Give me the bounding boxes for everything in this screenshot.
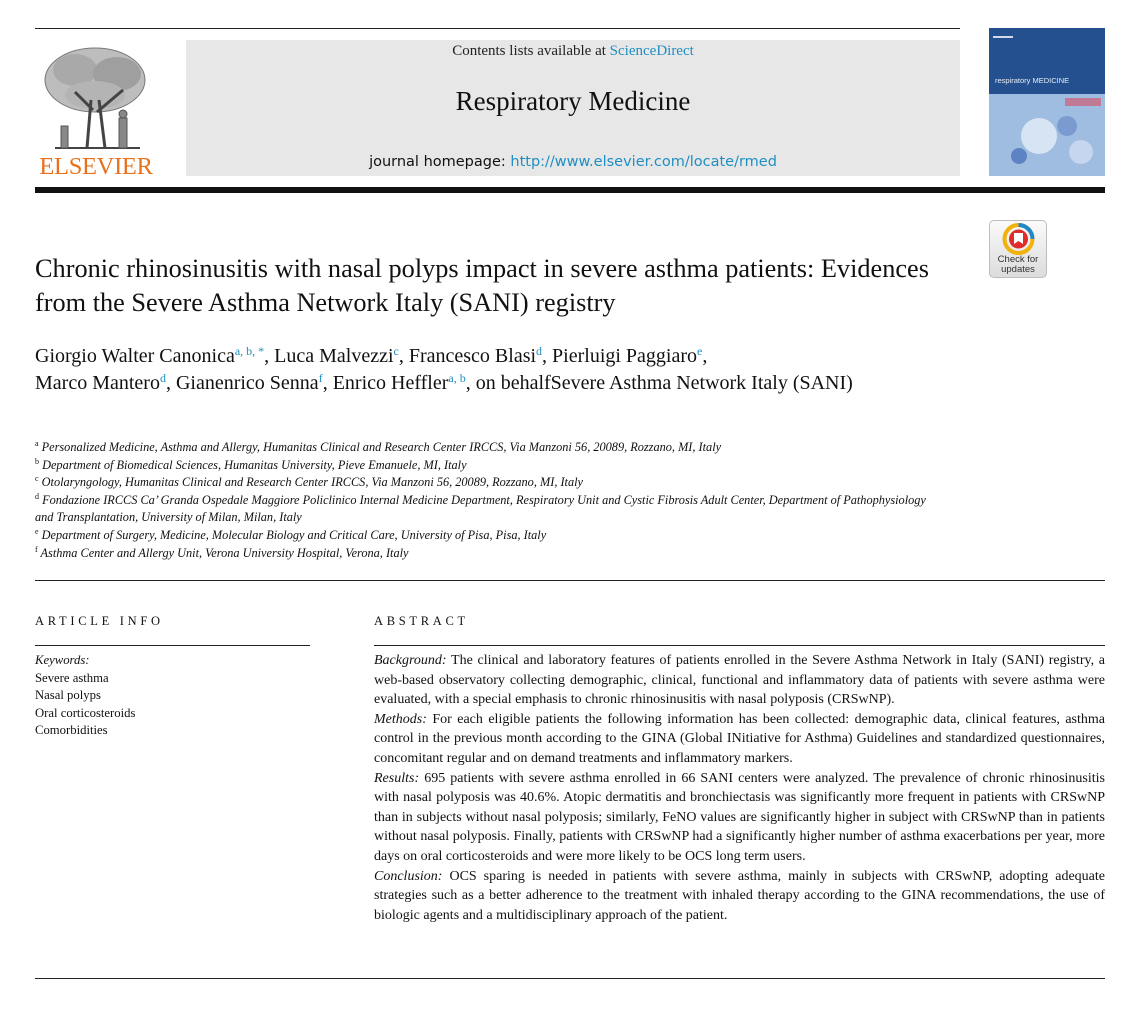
keyword: Severe asthma bbox=[35, 670, 109, 685]
author-affiliation-marker[interactable]: f bbox=[318, 371, 323, 385]
affiliation-text: Asthma Center and Allergy Unit, Verona University Hospital, Verona, Italy bbox=[40, 545, 409, 560]
author-name[interactable]: Giorgio Walter Canonica bbox=[35, 345, 235, 367]
abstract-label: Background: bbox=[374, 653, 447, 668]
abstract-methods bbox=[374, 710, 1105, 769]
author-list: Giorgio Walter Canonica$^{a, b, *}$, Luca Malvezzi$^c$, Francesco Blasi$^d$, Pierluigi Paggiaro$^e$, Marco Mantero$^d$, Gianenrico Senna$^f$, Enrico Heffler$^{a, b}$, on behalfSevere Asthma Network Italy (SANI) bbox=[35, 344, 853, 394]
cover-title: respiratory MEDICINE bbox=[995, 76, 1070, 85]
abstract-label: Results: bbox=[374, 770, 420, 786]
check-for-updates-icon bbox=[990, 221, 1048, 257]
affiliation-key: e bbox=[35, 526, 39, 536]
affiliation-text: Department of Biomedical Sciences, Humanitas University, Pieve Emanuele, MI, Italy bbox=[42, 457, 467, 472]
bottom-rule bbox=[35, 978, 1105, 979]
author-affiliation-marker[interactable]: e bbox=[697, 344, 703, 358]
affiliation-item bbox=[35, 545, 945, 563]
affiliation-key: a bbox=[35, 439, 39, 448]
affiliation-item bbox=[35, 527, 945, 545]
author-name[interactable]: Pierluigi Paggiaro bbox=[552, 345, 698, 367]
abstract-rule bbox=[374, 645, 1105, 646]
affiliation-item bbox=[35, 457, 945, 475]
abstract-results bbox=[374, 769, 1105, 867]
author-affiliation-marker[interactable]: d bbox=[159, 371, 166, 385]
check-for-updates-button[interactable] bbox=[989, 220, 1047, 278]
affiliation-text: Department of Surgery, Medicine, Molecular Biology and Critical Care, University of Pisa, Pisa, Italy bbox=[41, 527, 547, 542]
abstract-text: OCS sparing is needed in patients with severe asthma, mainly in subjects with CRSwNP, adopting adequate strategies such as a better adherence to the treatment with inhaled therapy according to the GINA recommendations, the use of biologic agents and a multidisciplinary approach of the patient. bbox=[374, 868, 1105, 923]
affiliation-item bbox=[35, 474, 945, 492]
affiliation-key: d bbox=[35, 491, 39, 501]
elsevier-wordmark: ELSEVIER bbox=[39, 153, 153, 180]
article-info-heading: ARTICLE INFO bbox=[35, 614, 164, 628]
abstract-text: The clinical and laboratory features of patients enrolled in the Severe Asthma Network in Italy (SANI) registry, a web-based observatory collecting demographic, clinical, functional and inflammatory data of patients with severe asthma were evaluated, with a special emphasis to chronic rhinosinusitis with nasal polyposis (CRSwNP). bbox=[374, 653, 1105, 708]
article-title: Chronic rhinosinusitis with nasal polyps impact in severe asthma patients: Evidences from the Severe Asthma Network Italy (SANI) registry bbox=[35, 254, 929, 317]
affiliation-text: Otolaryngology, Humanitas Clinical and Research Center IRCCS, Via Manzoni 56, 20089, Rozzano, MI, Italy bbox=[41, 475, 583, 490]
affiliation-text: Personalized Medicine, Asthma and Allergy, Humanitas Clinical and Research Center IRCCS, Via Manzoni 56, 20089, Rozzano, MI, Italy bbox=[41, 440, 722, 454]
elsevier-logo[interactable] bbox=[35, 40, 157, 180]
homepage-link[interactable]: http://www.elsevier.com/locate/rmed bbox=[510, 154, 777, 170]
abstract-text: For each eligible patients the following information has been collected: demographic data, clinical features, asthma control in the previous month according to the GINA (Global INitiative for Asthma) Guidelines and standardized questionnaires, concomitant regular and on demand treatments and inflammatory markers. bbox=[374, 711, 1105, 766]
journal-header-band bbox=[186, 40, 960, 176]
abstract-conclusion bbox=[374, 867, 1105, 926]
author-name[interactable]: Luca Malvezzi bbox=[274, 345, 394, 367]
keyword: Comorbidities bbox=[35, 723, 108, 738]
keyword: Nasal polyps bbox=[35, 688, 101, 703]
author-name[interactable]: Marco Mantero bbox=[35, 372, 160, 394]
authors-collaboration: , on behalfSevere Asthma Network Italy (SANI) bbox=[465, 372, 853, 394]
header-thick-rule bbox=[35, 187, 1105, 193]
sciencedirect-link[interactable]: ScienceDirect bbox=[609, 43, 694, 59]
abstract-background bbox=[374, 651, 1105, 710]
affiliation-item bbox=[35, 492, 945, 527]
affiliation-key: b bbox=[35, 456, 39, 466]
contents-prefix: Contents lists available at bbox=[452, 43, 606, 59]
abstract-heading: ABSTRACT bbox=[374, 614, 469, 628]
abstract-body bbox=[374, 651, 1105, 925]
keywords-block bbox=[35, 652, 135, 740]
author-affiliation-marker[interactable]: a, b bbox=[448, 371, 466, 385]
author-affiliation-marker[interactable]: d bbox=[536, 344, 543, 358]
abstract-label: Conclusion: bbox=[374, 868, 443, 884]
author-affiliation-marker[interactable]: c bbox=[393, 344, 399, 358]
author-name[interactable]: Francesco Blasi bbox=[408, 345, 537, 367]
author-name[interactable]: Enrico Heffler bbox=[332, 372, 449, 394]
contents-line bbox=[186, 43, 960, 60]
homepage-prefix: journal homepage: bbox=[369, 154, 506, 170]
affiliation-key: f bbox=[35, 544, 38, 554]
affiliation-key: c bbox=[35, 474, 39, 484]
check-for-updates-label: Check for updates bbox=[997, 254, 1039, 275]
author-name[interactable]: Gianenrico Senna bbox=[175, 372, 319, 394]
journal-title: Respiratory Medicine bbox=[455, 86, 691, 116]
abstract-text: 695 patients with severe asthma enrolled in 66 SANI centers were analyzed. The prevalence of chronic rhinosinusitis with nasal polyposis was 40.6%. Atopic dermatitis and bronchiectasis was significantly more frequent in patients with CRSwNP than in subjects without nasal polyposis; similarly, FeNO values are significantly higher in subject with CRSwNP than in patients without nasal polyposis. Finally, patients with CRSwNP had a significantly higher number of asthma exacerbations per year, more days on oral corticosteroids and were more likely to be OCS long term users. bbox=[374, 770, 1105, 864]
author-affiliation-marker[interactable]: a, b, * bbox=[234, 344, 265, 358]
top-rule bbox=[35, 28, 960, 29]
affiliation-text: Fondazione IRCCS Ca’ Granda Ospedale Maggiore Policlinico Internal Medicine Department, Respiratory Unit and Cystic Fibrosis Adult Center, Department of Pathophysiology and Transplantation, University of Milan, Milan, Italy bbox=[35, 492, 926, 525]
journal-homepage-line bbox=[186, 154, 960, 170]
abstract-label: Methods: bbox=[374, 711, 427, 727]
journal-cover[interactable] bbox=[989, 28, 1105, 176]
affiliation-item bbox=[35, 439, 945, 457]
keyword: Oral corticosteroids bbox=[35, 705, 136, 720]
keywords-label: Keywords: bbox=[35, 653, 90, 667]
affiliations bbox=[35, 439, 945, 562]
section-divider bbox=[35, 580, 1105, 581]
article-info-rule bbox=[35, 645, 310, 646]
journal-cover-image bbox=[989, 28, 1105, 176]
